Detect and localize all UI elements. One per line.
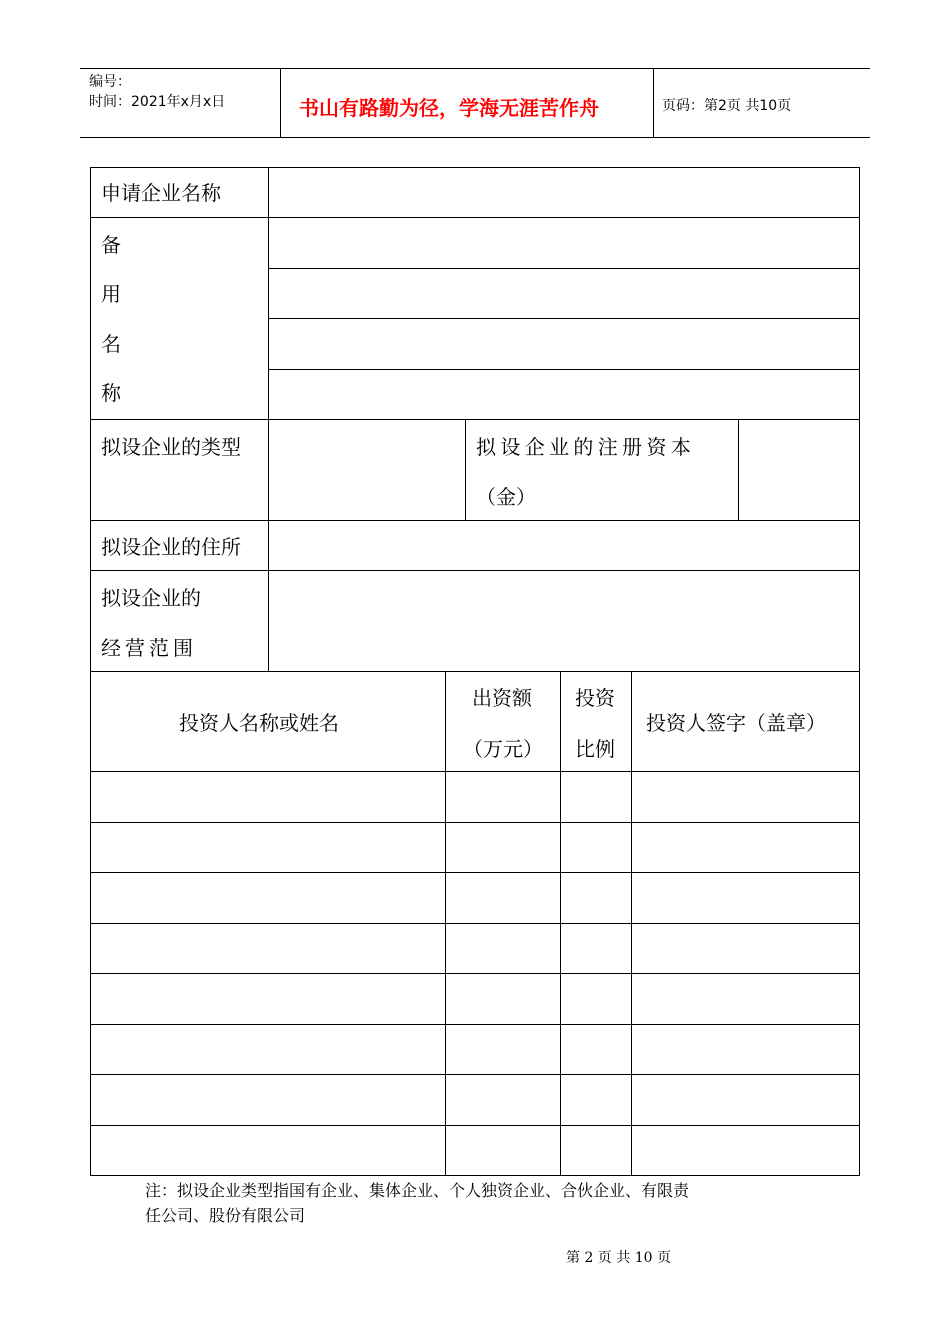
form-note-continued: 任公司、股份有限公司	[145, 1206, 306, 1225]
registered-capital-label: 拟 设 企 业 的 注 册 资 本	[476, 435, 691, 459]
row-divider	[90, 973, 860, 974]
row-divider	[268, 318, 860, 319]
address-label: 拟设企业的住所	[101, 535, 241, 559]
row-divider	[90, 923, 860, 924]
contribution-amount-unit: （万元）	[463, 737, 543, 761]
row-divider	[90, 520, 860, 521]
business-scope-label: 经营范围	[101, 636, 197, 660]
col-divider	[560, 671, 561, 1176]
form-note: 注：拟设企业类型指国有企业、集体企业、个人独资企业、合伙企业、有限责	[145, 1181, 690, 1200]
investment-ratio-header: 投资	[575, 686, 615, 710]
row-divider	[90, 671, 860, 672]
document-number-label: 编号：	[89, 74, 131, 90]
investor-name-header: 投资人名称或姓名	[179, 711, 339, 735]
form-border-bottom	[90, 1175, 860, 1176]
header-left	[80, 69, 280, 137]
contribution-amount-header: 出资额	[472, 686, 532, 710]
row-divider	[90, 570, 860, 571]
row-divider	[90, 1125, 860, 1126]
business-scope-label: 拟设企业的	[101, 586, 201, 610]
alt-name-char: 用	[101, 282, 121, 306]
page-header	[80, 68, 870, 138]
label-column-divider	[268, 167, 269, 671]
page-footer: 第 2 页 共 10 页	[566, 1250, 671, 1266]
alt-name-char: 称	[101, 381, 121, 405]
alt-name-char: 名	[101, 332, 121, 356]
row-divider	[268, 268, 860, 269]
col-divider	[738, 419, 739, 520]
header-page-info: 页码：第2页 共10页	[662, 98, 792, 114]
row-divider	[90, 822, 860, 823]
header-motto: 书山有路勤为径，学海无涯苦作舟	[299, 96, 599, 120]
row-divider	[90, 872, 860, 873]
registered-capital-label-suffix: （金）	[476, 485, 536, 509]
col-divider	[465, 419, 466, 520]
row-divider	[90, 1024, 860, 1025]
investment-ratio-header: 比例	[575, 737, 615, 761]
row-divider	[268, 369, 860, 370]
form-border-top	[90, 167, 860, 168]
row-divider	[90, 217, 860, 218]
header-right	[653, 69, 870, 137]
investor-signature-header: 投资人签字（盖章）	[646, 711, 826, 735]
row-divider	[90, 771, 860, 772]
alt-name-char: 备	[101, 233, 121, 257]
col-divider	[445, 671, 446, 1176]
company-name-label: 申请企业名称	[101, 181, 221, 205]
row-divider	[90, 1074, 860, 1075]
col-divider	[631, 671, 632, 1176]
row-divider	[90, 419, 860, 420]
header-motto-cell	[280, 69, 654, 137]
document-date: 时间：2021年x月x日	[89, 94, 226, 110]
company-type-label: 拟设企业的类型	[101, 435, 241, 459]
